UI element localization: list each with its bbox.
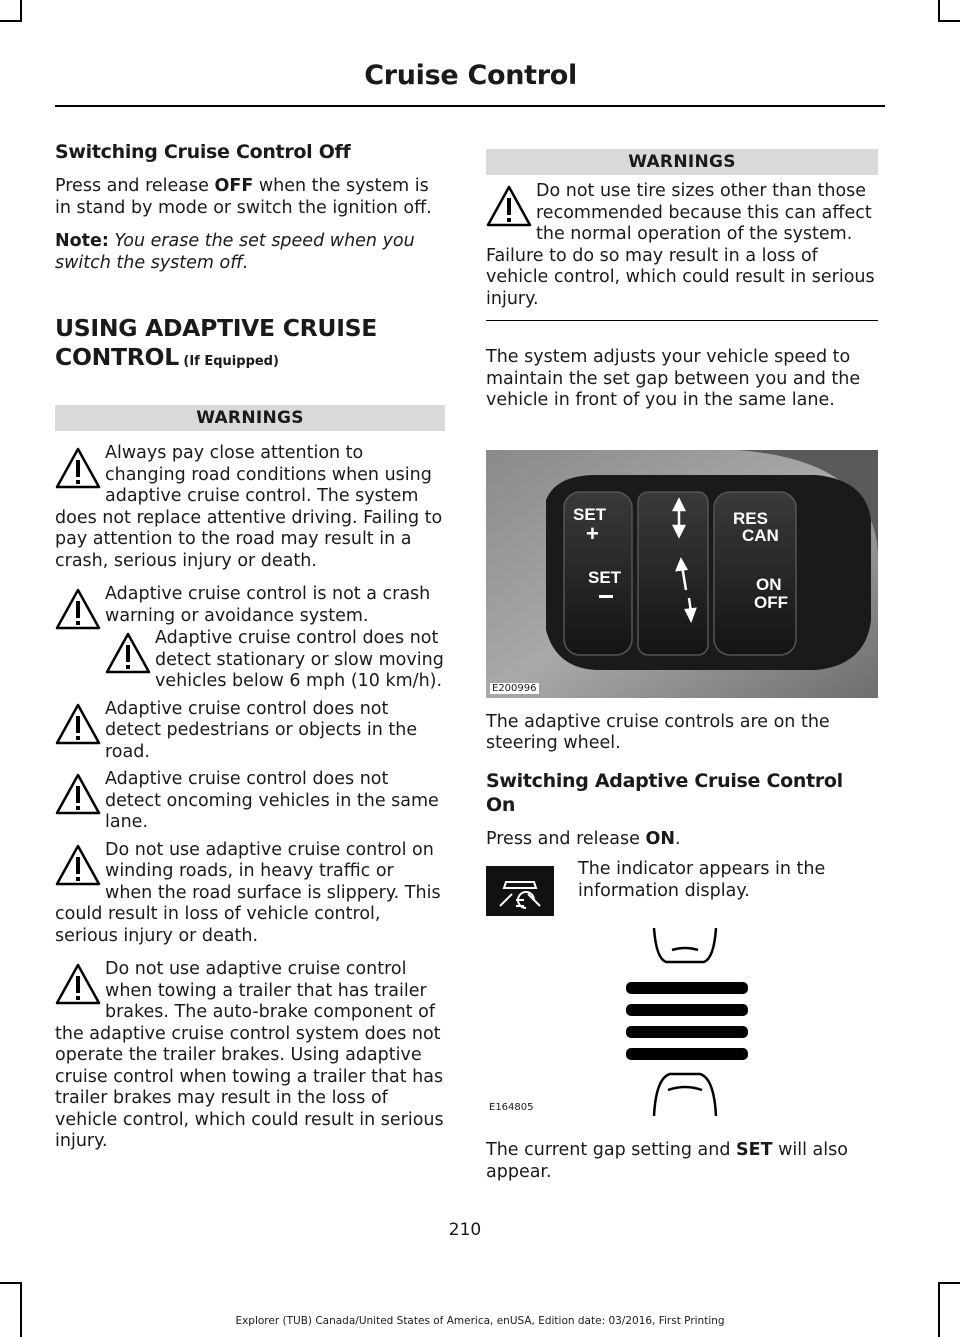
crop-mark <box>938 1282 960 1284</box>
steering-controls-illustration <box>486 440 878 698</box>
right-column <box>486 149 878 1183</box>
footer-text: Explorer (TUB) Canada/United States of America, enUSA, Edition date: 03/2016, First Printing <box>235 1315 725 1327</box>
controls-paragraph: The adaptive cruise controls are on the steering wheel. <box>486 711 830 753</box>
warning-triangle-icon <box>55 959 101 1019</box>
off-paragraph: Press and release OFF when the system is in stand by mode or switch the ignition off. <box>55 176 432 218</box>
steering-controls-figure <box>486 440 878 698</box>
warnings-header: WARNINGS <box>486 149 878 175</box>
adaptive-cruise-indicator-icon <box>486 866 554 916</box>
warning-triangle-icon <box>105 628 151 688</box>
current-gap-paragraph: The current gap setting and SET will also appear. <box>486 1140 848 1182</box>
warnings-list <box>55 443 445 1153</box>
adjust-paragraph: The system adjusts your vehicle speed to maintain the set gap between you and the vehicle in front of you in the same lane. <box>486 347 861 410</box>
warning-item: Do not use adaptive cruise control on winding roads, in heavy traffic or when the road surface is slippery. This could result in loss of vehicle control, serious injury or death. <box>55 839 441 946</box>
svg-text:+: + <box>586 520 599 546</box>
warning-triangle-icon <box>55 840 101 900</box>
off-label: OFF <box>754 592 788 612</box>
warning-item: Adaptive cruise control is not a crash warning or avoidance system. <box>55 584 445 644</box>
can-label: CAN <box>742 525 779 545</box>
crop-mark <box>938 0 940 22</box>
gap-setting-illustration <box>486 928 878 1128</box>
warning-item: Adaptive cruise control does not detect pedestrians or objects in the road. <box>55 699 445 764</box>
warning-item: Adaptive cruise control does not detect oncoming vehicles in the same lane. <box>55 769 445 834</box>
warnings-end-rule <box>486 320 878 321</box>
warnings-header: WARNINGS <box>55 405 445 431</box>
page-number: 210 <box>448 1220 482 1240</box>
left-column <box>55 140 445 1153</box>
figure-id: E164805 <box>489 1102 534 1113</box>
res-label: RES <box>733 508 768 528</box>
gap-setting-figure <box>486 928 878 1128</box>
crop-mark <box>938 1282 940 1337</box>
warning-triangle-icon <box>55 699 101 759</box>
page-title: Cruise Control <box>364 60 577 91</box>
warning-item: Do not use tire sizes other than those recommended because this can affect the normal operation of the system. Failure to do so may result in a loss of vehicle control, which could result in serious injury. <box>486 181 875 309</box>
warning-triangle-icon <box>55 443 101 503</box>
indicator-paragraph: The indicator appears in the information display. <box>578 859 826 901</box>
section-heading-off: Switching Cruise Control Off <box>55 141 351 163</box>
set-plus-label: SET <box>573 504 607 524</box>
figure-id: E200996 <box>492 682 537 694</box>
on-label: ON <box>756 574 782 594</box>
crop-mark <box>0 20 20 22</box>
indicator-row <box>486 859 878 920</box>
crop-mark <box>20 0 22 22</box>
note-paragraph: Note: You erase the set speed when you switch the system off. <box>55 231 415 273</box>
on-paragraph: Press and release ON. <box>486 828 681 849</box>
warning-item: Do not use adaptive cruise control when towing a trailer that has trailer brakes. The auto-brake component of the adaptive cruise control system does not operate the trailer brakes. Using adaptive cruise control when towing a trailer that has trailer brakes may result in the loss of vehicle control, which could result in serious injury. <box>55 959 444 1151</box>
header-rule <box>55 105 885 107</box>
warning-item: Adaptive cruise control does not detect stationary or slow moving vehicles below 6 mph (10 km/h). <box>55 628 445 693</box>
set-minus-label: SET <box>588 567 622 587</box>
warning-item: Always pay close attention to changing road conditions when using adaptive cruise control. The system does not replace attentive driving. Failing to pay attention to the road may result in a crash, serious injury or death. <box>55 443 443 571</box>
section-heading-on: Switching Adaptive Cruise Control On <box>486 769 843 816</box>
warning-triangle-icon <box>486 181 532 241</box>
warning-triangle-icon <box>55 769 101 829</box>
crop-mark <box>940 20 960 22</box>
crop-mark <box>20 1282 22 1337</box>
crop-mark <box>0 1282 22 1284</box>
acc-heading: USING ADAPTIVE CRUISE CONTROL (If Equipped) <box>55 314 378 371</box>
